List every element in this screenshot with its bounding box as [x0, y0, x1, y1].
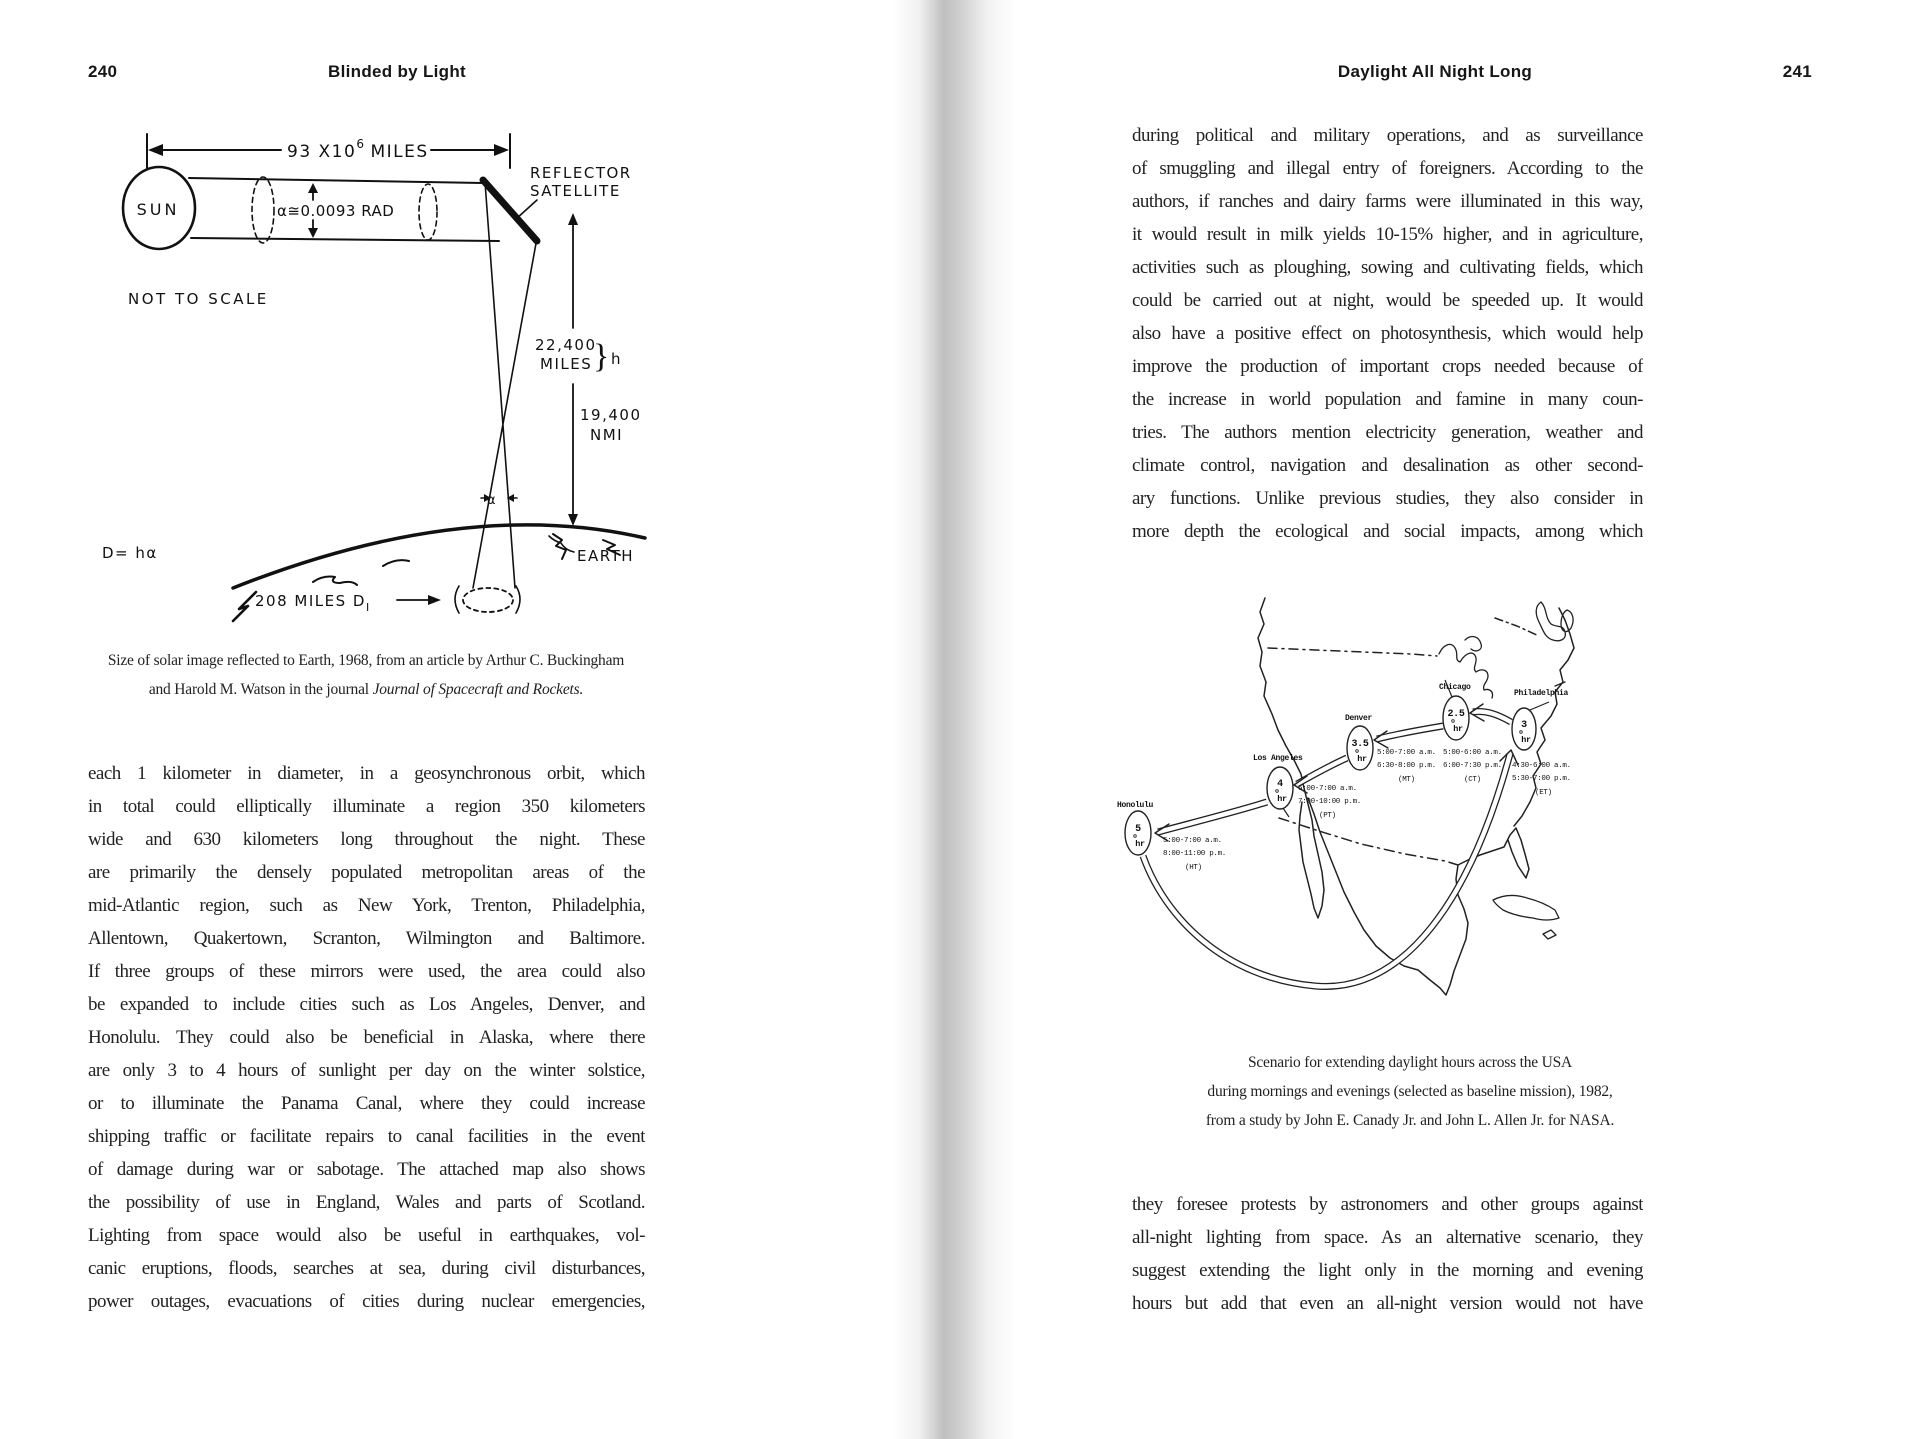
chicago-label: Chicago — [1439, 683, 1471, 692]
text-line: from a study by John E. Canady Jr. and John L. Allen Jr. for NASA. — [1205, 1112, 1615, 1129]
text-line: the possibility of use in England, Wales and parts of Scotland. — [88, 1192, 645, 1213]
text-line: suggest extending the light only in the morning and evening — [1132, 1260, 1643, 1281]
chicago-pm: 6:00-7:30 p.m. — [1443, 762, 1502, 770]
arrow-right-icon — [494, 144, 509, 156]
right-running-head: Daylight All Night Long — [1337, 62, 1533, 81]
ground-spot-ellipse — [463, 588, 513, 612]
right-page-number: 241 — [1782, 62, 1812, 81]
right-figure-caption — [1132, 1048, 1688, 1135]
text-line: of damage during war or sabotage. The attached map also shows — [88, 1159, 645, 1180]
ground-distance-label: 208 MILES $D_I$ — [255, 592, 371, 614]
los-angeles-pm: 7:00-10:00 p.m. — [1298, 798, 1362, 806]
altitude-h: h — [611, 350, 623, 368]
text-line: be expanded to include cities such as Los Angeles, Denver, and — [88, 994, 645, 1015]
denver-zone: (MT) — [1398, 776, 1415, 784]
denver-am: 5:00-7:00 a.m. — [1377, 749, 1436, 757]
text-line: activities such as ploughing, sowing and cultivating fields, which — [1132, 257, 1643, 278]
text-line: Scenario for extending daylight hours across the USA — [1247, 1054, 1573, 1071]
text-line: authors, if ranches and dairy farms were illuminated in this way, — [1132, 191, 1643, 212]
arrow-left-icon — [148, 144, 163, 156]
text-line: power outages, evacuations of cities during nuclear emergencies, — [88, 1291, 645, 1312]
honolulu-am: 5:00-7:00 a.m. — [1163, 837, 1222, 845]
solar-reflection-diagram — [85, 88, 660, 623]
honolulu-zone: (HT) — [1185, 864, 1202, 872]
philadelphia-pm: 5:30-7:00 p.m. — [1512, 775, 1571, 783]
svg-text:hr: hr — [1521, 735, 1531, 745]
chicago-am: 5:00-6:00 a.m. — [1443, 749, 1502, 757]
left-body-text — [88, 757, 645, 1318]
text-line: are only 3 to 4 hours of sunlight per day on the winter solstice, — [88, 1060, 645, 1081]
svg-text:hr: hr — [1277, 794, 1287, 804]
text-line: they foresee protests by astronomers and other groups against — [1132, 1194, 1643, 1215]
reflector-bar — [483, 180, 537, 241]
text-line: climate control, navigation and desalination as other second- — [1132, 455, 1643, 476]
philadelphia-am: 4:30-6:00 a.m. — [1512, 762, 1571, 770]
altitude-nmi-value: 19,400 — [580, 406, 642, 424]
altitude-miles-unit: MILES — [540, 355, 593, 373]
canada-border — [1268, 648, 1437, 656]
not-to-scale-label: NOT TO SCALE — [128, 290, 269, 308]
usa-daylight-map — [1115, 588, 1595, 1016]
los-angeles-am: 6:00-7:00 a.m. — [1298, 785, 1357, 793]
reflector-label-2: SATELLITE — [530, 182, 621, 200]
los-angeles-zone: (PT) — [1319, 812, 1336, 820]
journal-title: Journal of Spacecraft and Rockets. — [372, 681, 584, 698]
text-line: mid-Atlantic region, such as New York, Trenton, Philadelphia, — [88, 895, 645, 916]
chicago-hours: 2.5 — [1447, 709, 1465, 720]
alpha-marker: α — [486, 493, 498, 508]
brace: } — [593, 338, 610, 375]
text-line: also have a positive effect on photosynthesis, which would help — [1132, 323, 1643, 344]
text-line: wide and 630 kilometers long throughout the night. These — [88, 829, 645, 850]
text-line: all-night lighting from space. As an alternative scenario, they — [1132, 1227, 1643, 1248]
text-line: hours but add that even an all-night version would not have — [1132, 1293, 1643, 1314]
text-line: shipping traffic or facilitate repairs to canal facilities in the event — [88, 1126, 645, 1147]
honolulu-pm: 8:00-11:00 p.m. — [1163, 850, 1227, 858]
text-line: in total could elliptically illuminate a region 350 kilometers — [88, 796, 645, 817]
text-line: each 1 kilometer in diameter, in a geosynchronous orbit, which — [88, 763, 645, 784]
svg-text:hr: hr — [1453, 724, 1463, 734]
left-page-number: 240 — [88, 62, 118, 81]
left-figure-caption — [88, 646, 644, 704]
distance-label: 93 $X10^6$ MILES — [287, 137, 429, 162]
earth-label: EARTH — [577, 547, 635, 565]
mexico-border — [1279, 818, 1458, 865]
text-line: improve the production of important crops needed because of — [1132, 356, 1643, 377]
svg-text:hr: hr — [1357, 754, 1367, 764]
text-line: could be carried out at night, would be speeded up. It would — [1132, 290, 1643, 311]
gutter-shadow — [893, 0, 1015, 1439]
denver-pm: 6:30-8:00 p.m. — [1377, 762, 1436, 770]
los-angeles-label: Los Angeles — [1253, 754, 1303, 763]
right-body-text-2 — [1132, 1188, 1643, 1320]
text-line: it would result in milk yields 10-15% higher, and in agriculture, — [1132, 224, 1643, 245]
text-line: during mornings and evenings (selected as baseline mission), 1982, — [1207, 1083, 1613, 1100]
denver-label: Denver — [1345, 714, 1373, 723]
text-line: Lighting from space would also be useful in earthquakes, vol- — [88, 1225, 645, 1246]
chicago-zone: (CT) — [1464, 776, 1481, 784]
philadelphia-hours: 3 — [1521, 720, 1527, 731]
daylight-relay-arrows — [1143, 704, 1518, 986]
beam-angle-label: α≅0.0093 RAD — [277, 202, 395, 220]
text-line: during political and military operations, and as surveillance — [1132, 125, 1643, 146]
formula-label: D= hα — [102, 544, 158, 562]
text-line: more depth the ecological and social impacts, among which — [1132, 521, 1643, 542]
altitude-miles-value: 22,400 — [535, 336, 597, 354]
svg-text:hr: hr — [1135, 839, 1145, 849]
honolulu-label: Honolulu — [1117, 801, 1154, 810]
text-line: ary functions. Unlike previous studies, they also consider in — [1132, 488, 1643, 509]
cuba-island — [1493, 895, 1559, 939]
text-line: Honolulu. They could also be beneficial in Alaska, where there — [88, 1027, 645, 1048]
text-line: of smuggling and illegal entry of foreigners. According to the — [1132, 158, 1643, 179]
philadelphia-label: Philadelphia — [1514, 689, 1569, 698]
caption-line: Size of solar image reflected to Earth, 1968, from an article by Arthur C. Buckingham — [107, 652, 625, 669]
text-line: Allentown, Quakertown, Scranton, Wilmington and Baltimore. — [88, 928, 645, 949]
los-angeles-hours: 4 — [1277, 779, 1283, 790]
text-line: or to illuminate the Panama Canal, where they could increase — [88, 1093, 645, 1114]
honolulu-hours: 5 — [1135, 824, 1141, 835]
philadelphia-zone: (ET) — [1535, 789, 1552, 797]
text-line: canic eruptions, floods, searches at sea, during civil disturbances, — [88, 1258, 645, 1279]
sun-label: SUN — [136, 200, 180, 219]
text-line: the increase in world population and famine in many coun- — [1132, 389, 1643, 410]
right-body-text-1 — [1132, 119, 1643, 548]
altitude-nmi-unit: NMI — [590, 426, 624, 444]
denver-hours: 3.5 — [1351, 739, 1369, 750]
text-line: tries. The authors mention electricity generation, weather and — [1132, 422, 1643, 443]
caption-text: and Harold M. Watson in the journal — [148, 681, 373, 698]
reflector-label-1: REFLECTOR — [530, 164, 632, 182]
text-line: If three groups of these mirrors were used, the area could also — [88, 961, 645, 982]
text-line: are primarily the densely populated metropolitan areas of the — [88, 862, 645, 883]
northeast-coast — [1536, 602, 1573, 686]
caption-line — [88, 675, 644, 704]
left-running-head: Blinded by Light — [328, 62, 466, 81]
